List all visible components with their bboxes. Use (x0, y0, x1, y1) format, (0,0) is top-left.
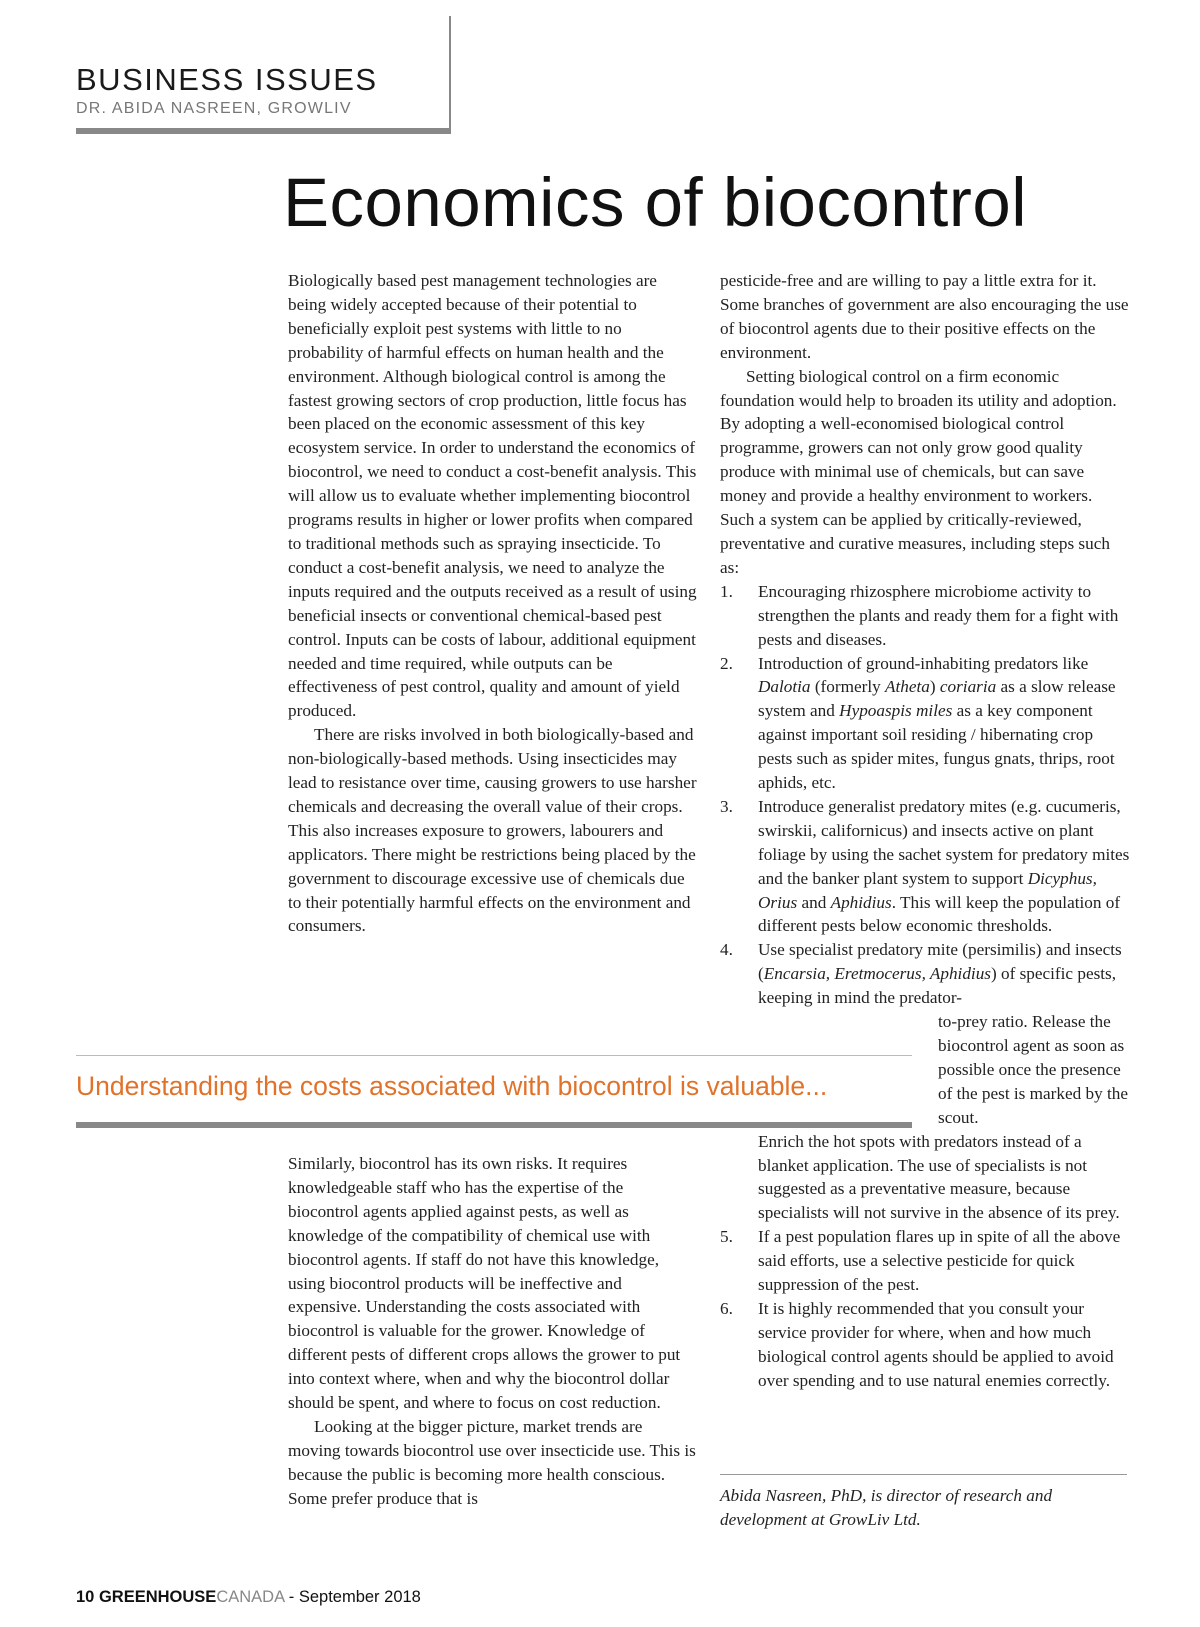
text-run: as a slow release system and (758, 677, 1116, 721)
paragraph: Similarly, biocontrol has its own risks. It requires knowledgeable staff who has the expertise of the biocontrol agents applied against pests, as well as knowledge of the compatibility of chemical use with biocontrol agents. If staff do not have this knowledge, using biocontrol products will be ineffective and expensive. Understanding the costs associated with biocontrol is valuable for the grower. Knowledge of different pests of different crops allows the grower to put into context where, when and why the biocontrol dollar should be spent, and where to focus on cost reduction. (288, 1154, 681, 1413)
paragraph: There are risks involved in both biologically-based and non-biologically-based methods. Using insecticides may lead to resistance over time, causing growers to use harsher chemicals and decreasing the overall value of their crops. This also increases exposure to growers, labourers and applicators. There might be restrictions being placed by the government to discourage excessive use of chemicals due to their potentially harmful effects on the environment and consumers. (288, 725, 697, 936)
section-title: BUSINESS ISSUES (76, 62, 378, 97)
text-run: and (797, 892, 831, 912)
list-item (720, 795, 1130, 938)
species-name: Atheta (884, 677, 930, 697)
list-item (720, 1225, 1130, 1297)
text-run: (formerly (810, 677, 885, 697)
paragraph: pesticide-free and are willing to pay a little extra for it. Some branches of government are also encouraging the use of biocontrol agents due to their positive effects on the environment. (720, 271, 1129, 362)
column-1-top (288, 269, 698, 938)
list-item (720, 938, 1130, 1225)
paragraph: Biologically based pest management technologies are being widely accepted because of their potential to beneficially exploit pest systems with little to no probability of harmful effects on human health and the environment. Although biological control is among the fastest growing sectors of crop production, little focus has been placed on the economic assessment of this key ecosystem service. In order to understand the economics of biocontrol, we need to conduct a cost-benefit analysis. This will allow us to evaluate whether implementing biocontrol programs results in higher or lower profits when compared to traditional methods such as spraying insecticide. To conduct a cost-benefit analysis, we need to analyze the inputs required and the outputs received as a result of using beneficial insects or conventional chemical-based pest control. Inputs can be costs of labour, additional equipment needed and time required, while outputs can be effectiveness of pest control, quality and amount of yield produced. (288, 271, 697, 721)
column-2 (720, 269, 1130, 1393)
text-run: ) of specific pests, keeping in mind the predator- (758, 964, 1117, 1008)
list-item (720, 652, 1130, 795)
steps-list (720, 580, 1130, 1393)
issue-date: - September 2018 (288, 1588, 421, 1606)
author-bio: Abida Nasreen, PhD, is director of research and development at GrowLiv Ltd. (720, 1486, 1053, 1529)
section-bar (76, 128, 451, 134)
list-number: 2. (720, 653, 733, 673)
bio-rule (720, 1474, 1127, 1475)
magazine-country: CANADA (216, 1588, 285, 1606)
list-number: 6. (720, 1298, 733, 1318)
page-number: 10 (76, 1588, 95, 1606)
text-run: . This will keep the population of different pests below economic thresholds. (758, 892, 1121, 936)
list-text: Encouraging rhizosphere microbiome activity to strengthen the plants and ready them for a fight with pests and diseases. (758, 581, 1119, 649)
pull-quote: Understanding the costs associated with biocontrol is valuable... (76, 1071, 828, 1101)
header-divider (449, 16, 451, 134)
paragraph: Looking at the bigger picture, market trends are moving towards biocontrol use over insecticide use. This is because the public is becoming more health conscious. Some prefer produce that is (288, 1416, 696, 1508)
list-number: 4. (720, 940, 733, 960)
list-number: 1. (720, 581, 733, 601)
magazine-name: GREENHOUSE (98, 1588, 217, 1606)
list-text-wrap: to-prey ratio. Release the biocontrol agent as soon as possible once the presence of the pest is marked by the scout. (938, 1012, 1128, 1127)
species-name: Aphidius (830, 892, 892, 912)
list-text: It is highly recommended that you consult your service provider for where, when and how much biological control agents should be applied to avoid over spending and to use natural enemies correctly. (758, 1298, 1114, 1390)
species-name: Dalotia (758, 677, 811, 697)
text-run: Introduce generalist predatory mites (e.g. cucumeris, swirskii, californicus) and insects active on plant foliage by using the sachet system for predatory mites and the banker plant system to support (758, 796, 1130, 888)
paragraph: Setting biological control on a firm economic foundation would help to broaden its utility and adoption. By adopting a well-economised biological control programme, growers can not only grow good quality produce with minimal use of chemicals, but can save money and provide a healthy environment to workers. Such a system can be applied by critically-reviewed, preventative and curative measures, including steps such as: (720, 366, 1117, 577)
text-run: Use specialist predatory mite (persimilis) and insects ( (758, 940, 1122, 984)
species-name: Hypoaspis miles (839, 701, 953, 721)
text-run: Introduction of ground-inhabiting predators like (758, 653, 1089, 673)
section-author: DR. ABIDA NASREEN, GROWLIV (76, 100, 352, 117)
column-1-bottom (288, 1152, 698, 1511)
text-run: as a key component against important soil residing / hibernating crop pests such as spider mites, fungus gnats, thrips, root aphids, etc. (758, 701, 1115, 793)
list-text-continued: Enrich the hot spots with predators instead of a blanket application. The use of specialists is not suggested as a preventative measure, because specialists will not survive in the absence of its prey. (758, 1131, 1120, 1223)
page-footer (76, 1588, 421, 1607)
list-number: 3. (720, 796, 733, 816)
list-item (720, 1297, 1130, 1393)
article-headline: Economics of biocontrol (283, 164, 1028, 241)
text-run: ) (929, 677, 940, 697)
species-name: Encarsia, Eretmocerus, Aphidius (763, 964, 991, 984)
list-text: If a pest population flares up in spite of all the above said efforts, use a selective pesticide for quick suppression of the pest. (758, 1227, 1121, 1295)
list-number: 5. (720, 1227, 733, 1247)
list-item (720, 580, 1130, 652)
species-name: coriaria (939, 677, 997, 697)
species-name: Dicyphus, Orius (758, 868, 1097, 912)
